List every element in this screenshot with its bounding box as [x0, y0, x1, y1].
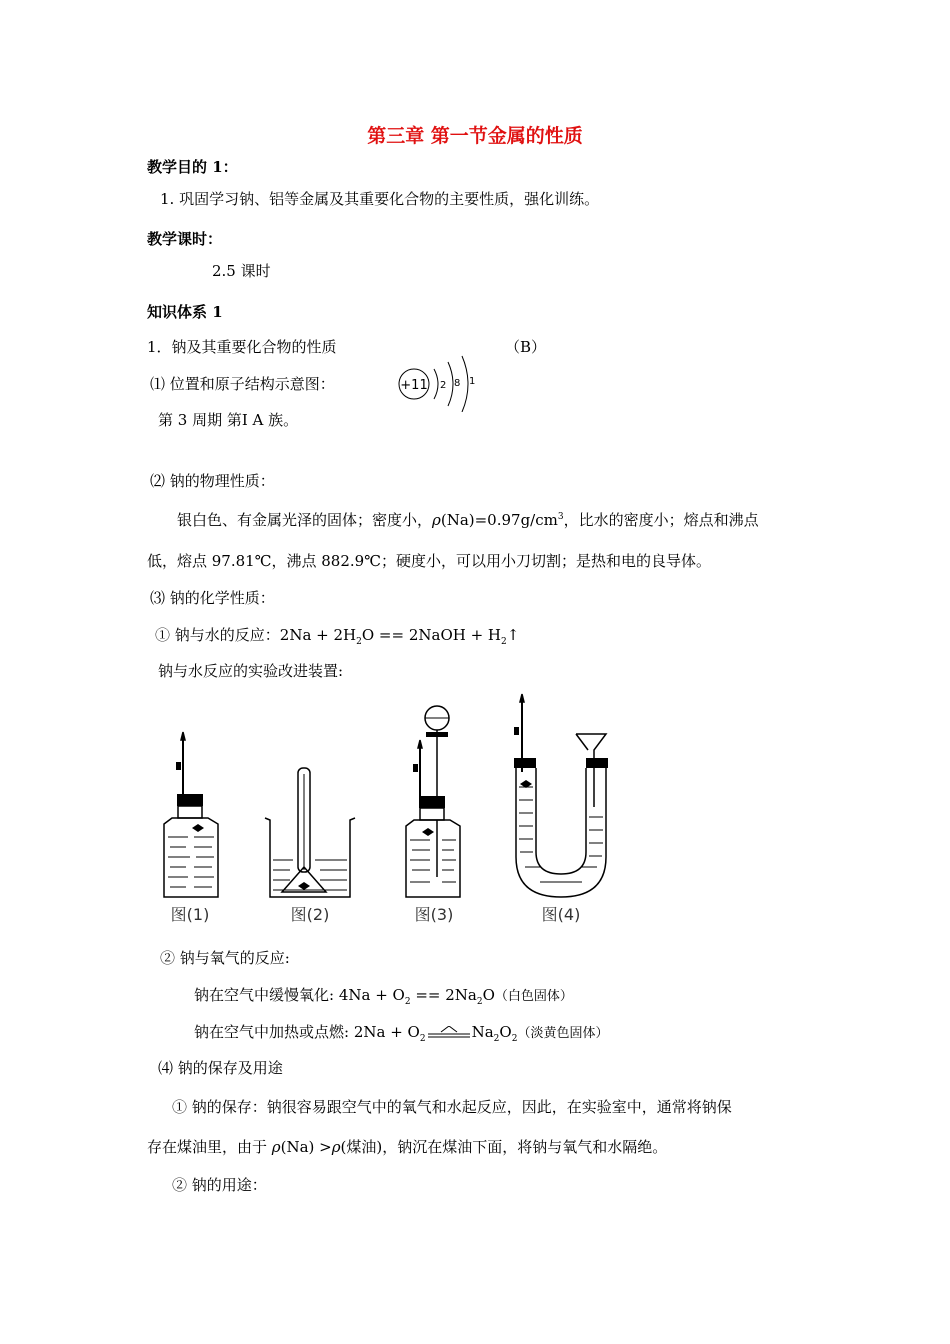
text-span: 银白色、有金属光泽的固体；密度小，: [177, 511, 433, 529]
objective-heading: 教学目的 1：: [147, 158, 238, 176]
nucleus-charge: +11: [400, 378, 428, 393]
period-group-text: 第 3 周期 第Ⅰ A 族。: [158, 411, 299, 429]
position-structure-label: ⑴ 位置和原子结构示意图：: [150, 375, 335, 393]
knowledge-heading: 知识体系 1: [147, 303, 223, 321]
shell-arc-2: [448, 362, 453, 406]
apparatus-figure-2: [265, 768, 355, 897]
storage-line-1: ① 钠的保存：钠很容易跟空气中的氧气和水起反应，因此，在实验室中，通常将钠保: [172, 1098, 732, 1116]
heating-line: [194, 1022, 608, 1044]
equation-part: O: [482, 986, 495, 1004]
equation-part: O: [499, 1023, 512, 1041]
rho-symbol: ρ: [331, 1138, 341, 1156]
apparatus-figure-4: [514, 694, 608, 897]
physical-properties-line-1: [177, 510, 759, 530]
hours-value: 2.5 课时: [212, 262, 271, 280]
shell-electrons-2: 8: [454, 378, 461, 389]
shell-arc-3: [462, 356, 468, 412]
text-span: ，比水的密度小；熔点和沸点: [563, 511, 759, 529]
chemical-properties-label: ⑶ 钠的化学性质：: [150, 589, 275, 607]
subscript: 2: [404, 997, 411, 1007]
heating-condition-arrow-icon: [426, 1026, 472, 1040]
subscript: 2: [356, 637, 362, 647]
figure-caption-4: 图(4): [541, 905, 581, 924]
equation-part: 4Na + O: [338, 986, 405, 1004]
text-span: (煤油)，钠沉在煤油下面，将钠与氧气和水隔绝。: [340, 1138, 668, 1156]
subscript: 2: [511, 1034, 518, 1044]
apparatus-figure-1: [164, 732, 218, 897]
text-span: 存在煤油里，由于: [147, 1138, 272, 1156]
color-note: （白色固体）: [494, 989, 573, 1004]
figure-caption-3: 图(3): [414, 905, 454, 924]
water-reaction-line: [155, 625, 519, 645]
subscript: 2: [419, 1034, 426, 1044]
equation-part: 2Na + O: [353, 1023, 420, 1041]
rho-symbol: ρ: [432, 511, 441, 529]
shell-electrons-1: 2: [440, 380, 447, 391]
uses-label: ② 钠的用途：: [172, 1176, 267, 1194]
equation-part: ↑: [506, 626, 520, 644]
sodium-atom-diagram: [392, 352, 492, 412]
water-reaction-label: ① 钠与水的反应：: [155, 626, 280, 644]
apparatus-intro: 钠与水反应的实验改进装置:: [158, 662, 344, 680]
page-title: 第三章 第一节金属的性质: [367, 125, 583, 147]
subscript: 2: [476, 997, 483, 1007]
section-1-heading: 1．钠及其重要化合物的性质: [147, 338, 337, 356]
section-1-level: （B）: [505, 338, 547, 356]
physical-properties-label: ⑵ 钠的物理性质：: [150, 472, 275, 490]
subscript: 2: [501, 637, 507, 647]
slow-oxidation-line: [194, 985, 573, 1007]
superscript: 3: [557, 512, 564, 522]
figure-caption-2: 图(2): [290, 905, 330, 924]
shell-arc-1: [434, 369, 438, 399]
subscript: 2: [493, 1034, 500, 1044]
oxygen-reaction-label: ② 钠与氧气的反应:: [160, 949, 290, 967]
equation-part: 2Na + 2H: [279, 626, 357, 644]
apparatus-figures: [150, 692, 620, 932]
rho-symbol: ρ: [271, 1138, 281, 1156]
objective-item: 1. 巩固学习钠、铝等金属及其重要化合物的主要性质，强化训练。: [160, 190, 600, 208]
hours-heading: 教学课时：: [147, 230, 223, 248]
text-span: 钠在空气中加热或点燃:: [194, 1023, 354, 1041]
equation-part: == 2Na: [410, 986, 477, 1004]
physical-properties-line-2: 低，熔点 97.81℃，沸点 882.9℃；硬度小，可以用小刀切割；是热和电的良导体。: [147, 552, 711, 570]
text-span: 钠在空气中缓慢氧化:: [194, 986, 339, 1004]
storage-line-2: [147, 1137, 667, 1157]
color-note: （淡黄色固体）: [517, 1026, 609, 1041]
figure-caption-1: 图(1): [170, 905, 210, 924]
apparatus-figure-3: [406, 706, 460, 897]
storage-uses-label: ⑷ 钠的保存及用途: [158, 1059, 283, 1077]
shell-electrons-3: 1: [469, 376, 476, 387]
equation-part: Na: [471, 1023, 494, 1041]
equation-part: O == 2NaOH + H: [361, 626, 502, 644]
text-span: (Na)=0.97g/cm: [440, 511, 558, 529]
text-span: (Na) >: [280, 1138, 332, 1156]
